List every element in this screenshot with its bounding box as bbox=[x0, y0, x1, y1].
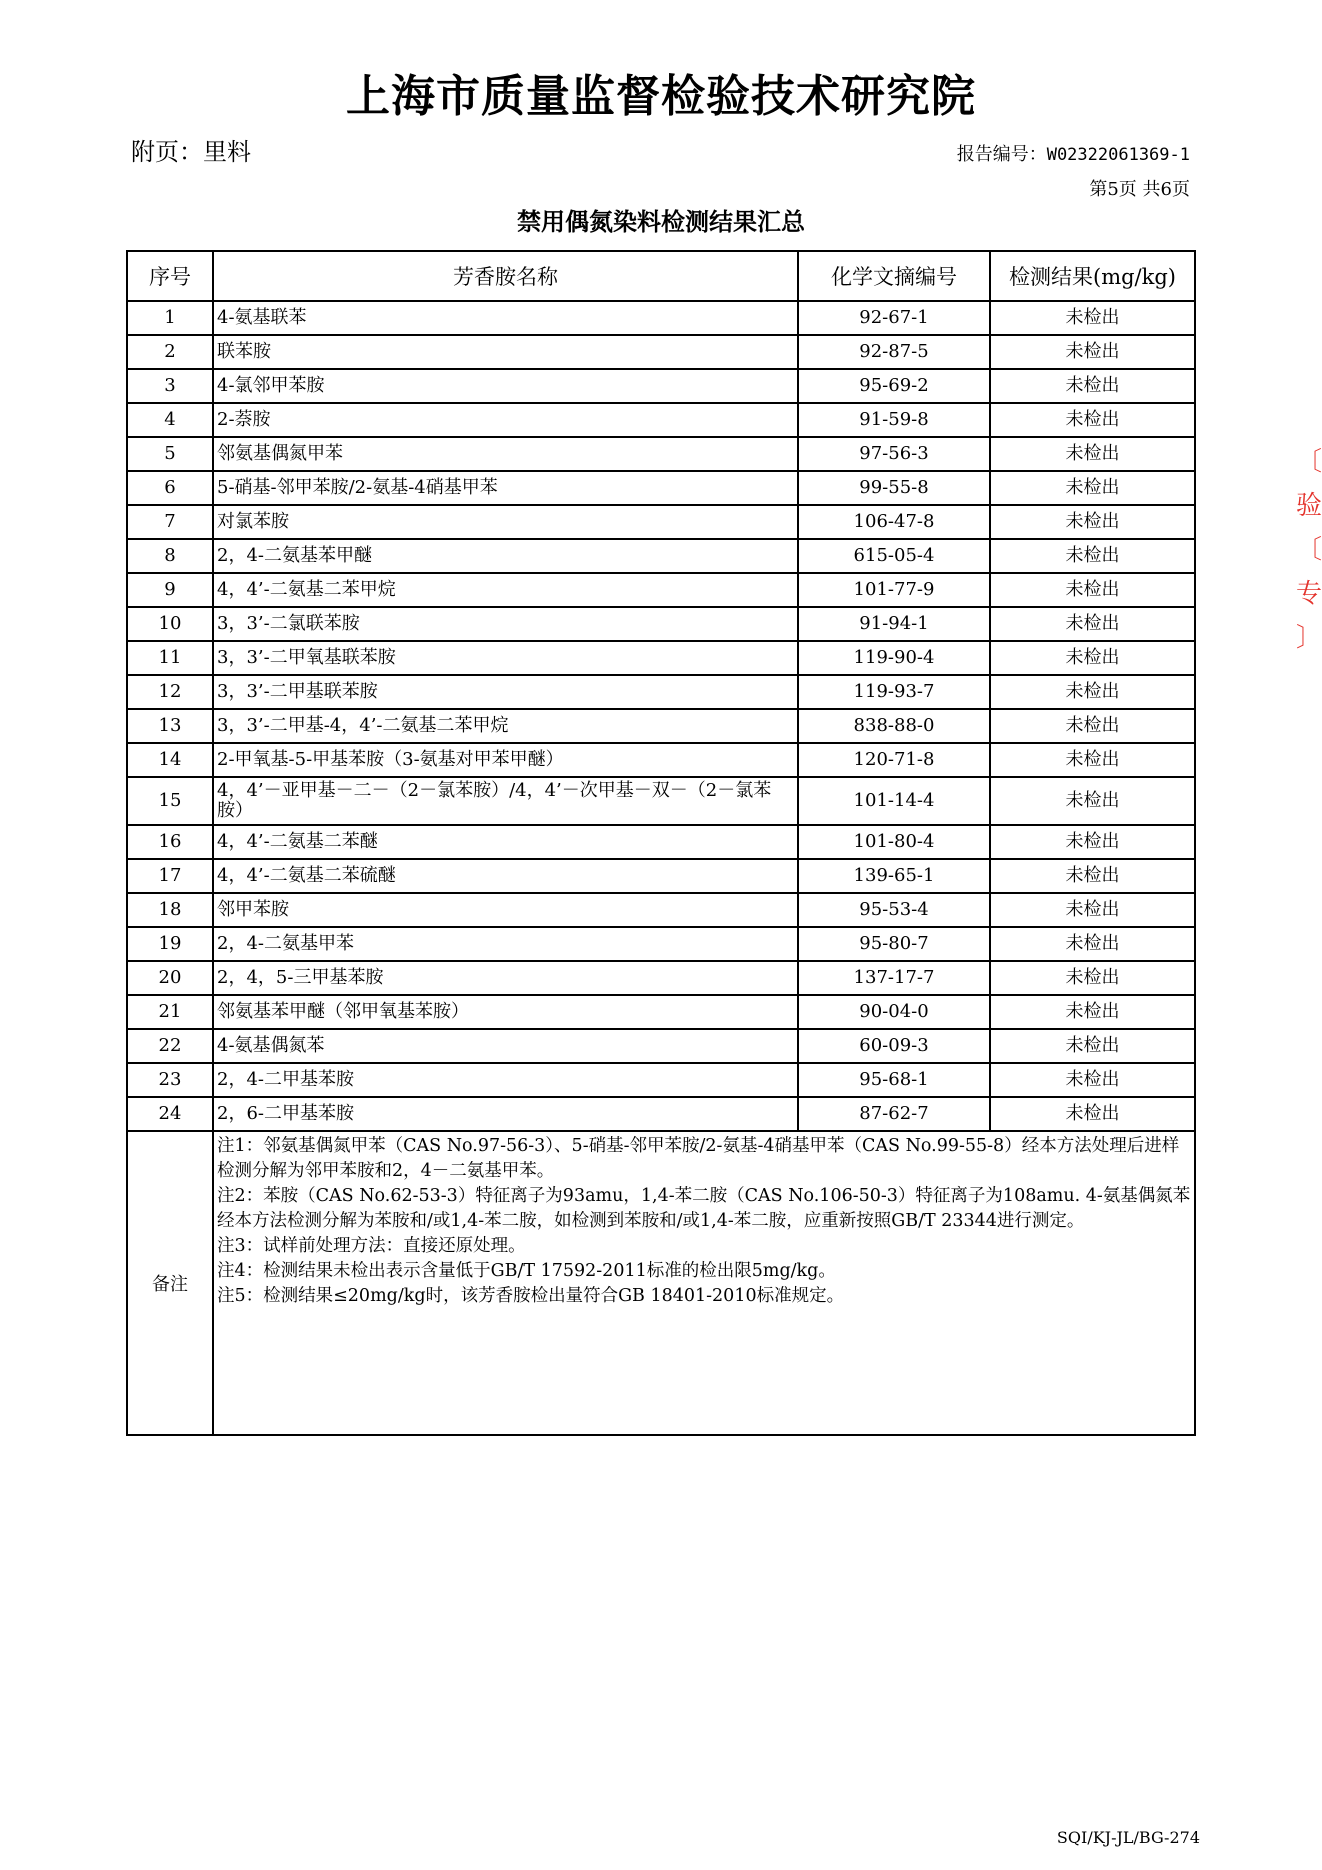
table-row bbox=[127, 927, 1195, 961]
row-amine-name: 4，4’－亚甲基－二－（2－氯苯胺）/4，4’－次甲基－双－（2－氯苯胺） bbox=[213, 777, 798, 825]
header-seq: 序号 bbox=[127, 251, 213, 301]
row-result: 未检出 bbox=[990, 825, 1195, 859]
page-info: 第5页 共6页 bbox=[1089, 179, 1190, 200]
notes-row bbox=[127, 1131, 1195, 1435]
row-seq: 17 bbox=[127, 859, 213, 893]
document-title: 禁用偶氮染料检测结果汇总 bbox=[517, 207, 805, 236]
row-seq: 4 bbox=[127, 403, 213, 437]
document-code: SQI/KJ-JL/BG-274 bbox=[1056, 1828, 1200, 1847]
row-seq: 7 bbox=[127, 505, 213, 539]
table-row bbox=[127, 471, 1195, 505]
row-amine-name: 邻氨基偶氮甲苯 bbox=[213, 437, 798, 471]
row-amine-name: 2，6-二甲基苯胺 bbox=[213, 1097, 798, 1131]
row-result: 未检出 bbox=[990, 403, 1195, 437]
table-row bbox=[127, 539, 1195, 573]
row-seq: 14 bbox=[127, 743, 213, 777]
stamp-char: 〔 bbox=[1296, 447, 1322, 477]
notes-label: 备注 bbox=[127, 1131, 213, 1435]
row-result: 未检出 bbox=[990, 607, 1195, 641]
row-amine-name: 5-硝基-邻甲苯胺/2-氨基-4硝基甲苯 bbox=[213, 471, 798, 505]
row-cas-number: 106-47-8 bbox=[798, 505, 990, 539]
row-amine-name: 2，4，5-三甲基苯胺 bbox=[213, 961, 798, 995]
notes-content bbox=[213, 1131, 1195, 1435]
row-cas-number: 95-69-2 bbox=[798, 369, 990, 403]
row-amine-name: 2-萘胺 bbox=[213, 403, 798, 437]
row-amine-name: 4，4’-二氨基二苯醚 bbox=[213, 825, 798, 859]
row-amine-name: 4-氨基偶氮苯 bbox=[213, 1029, 798, 1063]
stamp-char: 验 bbox=[1296, 491, 1322, 521]
row-seq: 10 bbox=[127, 607, 213, 641]
row-cas-number: 87-62-7 bbox=[798, 1097, 990, 1131]
table-row bbox=[127, 777, 1195, 825]
row-amine-name: 对氯苯胺 bbox=[213, 505, 798, 539]
table-header-row bbox=[127, 251, 1195, 301]
row-cas-number: 119-90-4 bbox=[798, 641, 990, 675]
row-result: 未检出 bbox=[990, 641, 1195, 675]
row-result: 未检出 bbox=[990, 1029, 1195, 1063]
row-result: 未检出 bbox=[990, 301, 1195, 335]
table-row bbox=[127, 995, 1195, 1029]
row-amine-name: 2，4-二氨基甲苯 bbox=[213, 927, 798, 961]
row-cas-number: 101-77-9 bbox=[798, 573, 990, 607]
row-cas-number: 92-67-1 bbox=[798, 301, 990, 335]
row-cas-number: 60-09-3 bbox=[798, 1029, 990, 1063]
table-row bbox=[127, 437, 1195, 471]
row-result: 未检出 bbox=[990, 777, 1195, 825]
report-number bbox=[957, 140, 1190, 166]
row-seq: 19 bbox=[127, 927, 213, 961]
table-row bbox=[127, 1029, 1195, 1063]
row-result: 未检出 bbox=[990, 743, 1195, 777]
row-cas-number: 92-87-5 bbox=[798, 335, 990, 369]
row-amine-name: 联苯胺 bbox=[213, 335, 798, 369]
row-result: 未检出 bbox=[990, 675, 1195, 709]
row-result: 未检出 bbox=[990, 859, 1195, 893]
table-body bbox=[127, 301, 1195, 1131]
row-result: 未检出 bbox=[990, 1063, 1195, 1097]
stamp-char: 〕 bbox=[1296, 623, 1322, 653]
row-cas-number: 95-68-1 bbox=[798, 1063, 990, 1097]
row-seq: 6 bbox=[127, 471, 213, 505]
row-cas-number: 95-53-4 bbox=[798, 893, 990, 927]
note-5: 注5：检测结果≤20mg/kg时，该芳香胺检出量符合GB 18401-2010标准规定。 bbox=[217, 1286, 845, 1306]
row-amine-name: 3，3’-二甲基联苯胺 bbox=[213, 675, 798, 709]
table-row bbox=[127, 1097, 1195, 1131]
row-cas-number: 838-88-0 bbox=[798, 709, 990, 743]
row-seq: 16 bbox=[127, 825, 213, 859]
table-row bbox=[127, 369, 1195, 403]
table-row bbox=[127, 607, 1195, 641]
row-result: 未检出 bbox=[990, 1097, 1195, 1131]
note-4: 注4：检测结果未检出表示含量低于GB/T 17592-2011标准的检出限5mg/kg。 bbox=[217, 1261, 836, 1281]
header-cas: 化学文摘编号 bbox=[798, 251, 990, 301]
row-amine-name: 3，3’-二甲氧基联苯胺 bbox=[213, 641, 798, 675]
table-row bbox=[127, 335, 1195, 369]
row-seq: 21 bbox=[127, 995, 213, 1029]
row-result: 未检出 bbox=[990, 573, 1195, 607]
row-result: 未检出 bbox=[990, 961, 1195, 995]
note-1: 注1：邻氨基偶氮甲苯（CAS No.97-56-3）、5-硝基-邻甲苯胺/2-氨基-4硝基甲苯（CAS No.99-55-8）经本方法处理后进样检测分解为邻甲苯胺和2，4－二氨基甲苯。 bbox=[217, 1136, 1180, 1181]
row-seq: 20 bbox=[127, 961, 213, 995]
header-result: 检测结果(mg/kg) bbox=[990, 251, 1195, 301]
row-cas-number: 101-14-4 bbox=[798, 777, 990, 825]
row-amine-name: 2，4-二氨基苯甲醚 bbox=[213, 539, 798, 573]
red-seal-stamp bbox=[1296, 440, 1322, 660]
row-cas-number: 120-71-8 bbox=[798, 743, 990, 777]
row-amine-name: 邻氨基苯甲醚（邻甲氧基苯胺） bbox=[213, 995, 798, 1029]
row-result: 未检出 bbox=[990, 369, 1195, 403]
row-amine-name: 4-氯邻甲苯胺 bbox=[213, 369, 798, 403]
row-cas-number: 97-56-3 bbox=[798, 437, 990, 471]
row-seq: 8 bbox=[127, 539, 213, 573]
row-result: 未检出 bbox=[990, 437, 1195, 471]
row-seq: 9 bbox=[127, 573, 213, 607]
table-row bbox=[127, 403, 1195, 437]
row-seq: 11 bbox=[127, 641, 213, 675]
row-cas-number: 119-93-7 bbox=[798, 675, 990, 709]
row-seq: 3 bbox=[127, 369, 213, 403]
table-row bbox=[127, 675, 1195, 709]
row-cas-number: 139-65-1 bbox=[798, 859, 990, 893]
appendix-label: 附页：里料 bbox=[131, 138, 251, 166]
table-row bbox=[127, 1063, 1195, 1097]
table-row bbox=[127, 301, 1195, 335]
row-result: 未检出 bbox=[990, 335, 1195, 369]
row-seq: 5 bbox=[127, 437, 213, 471]
table-row bbox=[127, 709, 1195, 743]
note-3: 注3：试样前处理方法：直接还原处理。 bbox=[217, 1236, 526, 1256]
row-seq: 18 bbox=[127, 893, 213, 927]
row-result: 未检出 bbox=[990, 927, 1195, 961]
row-cas-number: 137-17-7 bbox=[798, 961, 990, 995]
row-result: 未检出 bbox=[990, 539, 1195, 573]
row-seq: 1 bbox=[127, 301, 213, 335]
row-seq: 22 bbox=[127, 1029, 213, 1063]
row-result: 未检出 bbox=[990, 995, 1195, 1029]
row-cas-number: 91-94-1 bbox=[798, 607, 990, 641]
org-title: 上海市质量监督检验技术研究院 bbox=[346, 71, 976, 122]
table-row bbox=[127, 743, 1195, 777]
row-cas-number: 101-80-4 bbox=[798, 825, 990, 859]
row-amine-name: 邻甲苯胺 bbox=[213, 893, 798, 927]
row-amine-name: 4-氨基联苯 bbox=[213, 301, 798, 335]
results-table bbox=[126, 250, 1196, 1436]
row-cas-number: 615-05-4 bbox=[798, 539, 990, 573]
table-row bbox=[127, 859, 1195, 893]
row-amine-name: 3，3’-二甲基-4，4’-二氨基二苯甲烷 bbox=[213, 709, 798, 743]
note-2: 注2：苯胺（CAS No.62-53-3）特征离子为93amu，1,4-苯二胺（CAS No.106-50-3）特征离子为108amu. 4-氨基偶氮苯经本方法检测分解为苯胺和/或1,4-苯二胺，如检测到苯胺和/或1,4-苯二胺，应重新按照GB/T 23344进行测定。 bbox=[217, 1186, 1191, 1231]
row-cas-number: 90-04-0 bbox=[798, 995, 990, 1029]
row-seq: 12 bbox=[127, 675, 213, 709]
table-row bbox=[127, 505, 1195, 539]
row-cas-number: 99-55-8 bbox=[798, 471, 990, 505]
table-row bbox=[127, 825, 1195, 859]
row-amine-name: 4，4’-二氨基二苯甲烷 bbox=[213, 573, 798, 607]
table-row bbox=[127, 573, 1195, 607]
report-number-label: 报告编号： bbox=[956, 144, 1047, 165]
row-result: 未检出 bbox=[990, 505, 1195, 539]
row-cas-number: 91-59-8 bbox=[798, 403, 990, 437]
row-seq: 15 bbox=[127, 777, 213, 825]
row-amine-name: 2-甲氧基-5-甲基苯胺（3-氨基对甲苯甲醚） bbox=[213, 743, 798, 777]
row-seq: 23 bbox=[127, 1063, 213, 1097]
row-amine-name: 4，4’-二氨基二苯硫醚 bbox=[213, 859, 798, 893]
row-amine-name: 2，4-二甲基苯胺 bbox=[213, 1063, 798, 1097]
table-row bbox=[127, 893, 1195, 927]
row-result: 未检出 bbox=[990, 709, 1195, 743]
row-result: 未检出 bbox=[990, 471, 1195, 505]
table-row bbox=[127, 961, 1195, 995]
row-result: 未检出 bbox=[990, 893, 1195, 927]
stamp-char: 〔 bbox=[1296, 535, 1322, 565]
stamp-char: 专 bbox=[1296, 579, 1322, 609]
row-cas-number: 95-80-7 bbox=[798, 927, 990, 961]
report-number-value: W02322061369-1 bbox=[1046, 145, 1190, 165]
row-seq: 24 bbox=[127, 1097, 213, 1131]
table-row bbox=[127, 641, 1195, 675]
row-seq: 2 bbox=[127, 335, 213, 369]
row-amine-name: 3，3’-二氯联苯胺 bbox=[213, 607, 798, 641]
row-seq: 13 bbox=[127, 709, 213, 743]
header-name: 芳香胺名称 bbox=[213, 251, 798, 301]
